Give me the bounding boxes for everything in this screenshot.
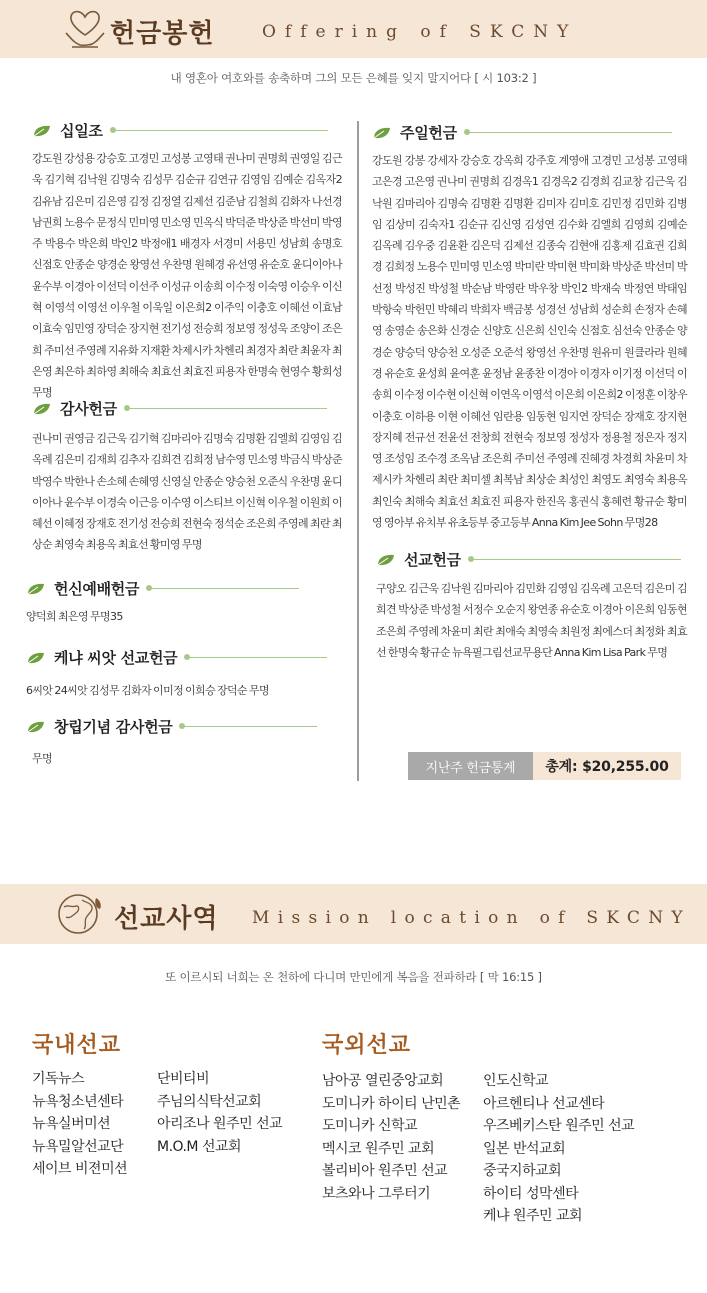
category-rule [467, 132, 672, 134]
list-item: 볼리비아 원주민 선교 [322, 1163, 448, 1179]
leaf-icon [32, 402, 52, 416]
foreign-heading: 국외선교 [322, 1033, 412, 1058]
list-item: 뉴욕밀알선교단 [32, 1138, 124, 1155]
leaf-icon [26, 582, 46, 596]
offering-header [0, 0, 707, 58]
thanks-names: 권나미 권영금 김근욱 김기혁 김마리아 김명숙 김명환 김엘희 김영임 김옥례 김은미 김재희 김추자 김희견 김희정 남수영 민소영 박금식 박상준 박영수 박한나 손소혜 손혜영 신영실 안종순 양승천 오준식 우찬명 윤디이아나 윤수부 이경숙 이근응 이수영 이스티브 이신혁 이우철 이원희 이혜선 이혜정 장재호 전기성 전승희 전현숙 정석순 조은희 주영례 최란 최상순 최영숙 최용옥 최효선 황미영 무명 [32, 432, 342, 552]
category-label: 십일조 [60, 122, 103, 140]
leaf-icon [376, 553, 396, 567]
category-label: 선교헌금 [404, 551, 461, 569]
last-week-stats-label: 지난주 헌금통계 [408, 752, 533, 780]
list-item: 중국지하교회 [483, 1163, 562, 1179]
list-item: 도미니카 하이티 난민촌 [322, 1095, 461, 1112]
category-rule [471, 559, 681, 561]
list-item: 뉴욕실버미션 [32, 1116, 111, 1132]
category-label: 케냐 씨앗 선교헌금 [54, 649, 178, 667]
list-item: 아르헨티나 선교센타 [483, 1095, 605, 1112]
list-item: M.O.M 선교회 [157, 1138, 242, 1155]
mission-offering-names: 구양오 김근욱 김낙원 김마리아 김민화 김영임 김옥례 고은덕 김은미 김희견 박상준 박성철 서정수 오순지 왕연종 유순호 이경아 이은희 임동현 조은희 주영례 차윤미 최란 최애숙 최영숙 최원정 최에스더 최정화 최효선 한명숙 황규순 뉴욕필그림선교무용단 Anna Kim Lisa Park 무명 [376, 582, 687, 659]
mission-header [0, 884, 707, 944]
category-rule [187, 657, 327, 659]
category-rule [149, 588, 299, 590]
leaf-icon [26, 651, 46, 665]
mission-verse: 또 이르시되 너희는 온 천하에 다니며 만민에게 복음을 전파하라 [ 막 16:15 ] [165, 970, 542, 984]
list-item: 기독뉴스 [32, 1071, 85, 1087]
list-item: 뉴욕청소년센타 [32, 1093, 124, 1110]
list-item: 멕시코 원주민 교회 [322, 1140, 435, 1157]
offering-title: 헌금봉헌 [110, 19, 215, 49]
list-item: 우즈베키스탄 원주민 선교 [483, 1118, 635, 1134]
globe-leaf-icon [54, 890, 104, 938]
list-item: 하이티 성막센타 [483, 1185, 579, 1202]
category-label: 창립기념 감사헌금 [54, 718, 173, 736]
list-item: 도미니카 신학교 [322, 1118, 418, 1134]
category-sunday [372, 122, 672, 143]
list-item: 일본 반석교회 [483, 1140, 566, 1157]
category-rule [113, 130, 328, 132]
category-label: 주일헌금 [400, 124, 457, 142]
sunday-names: 강도원 강봉 강세자 강승호 강옥희 강주호 계영애 고경민 고성봉 고영태 고은경 고은영 권나미 권명희 김경옥1 김경옥2 김경희 김교창 김근욱 김낙원 김마리아 김명숙 김명환 김명환 김미자 김미호 김민정 김민화 김병임 김상미 김숙자1 김순규 김신영 김성연 김수화 김엘희 김영희 김예순 김옥례 김우중 김윤환 김은덕 김제선 김종숙 김현애 김홍제 김효권 김희경 김희정 노용수 민미영 민소영 박미란 박미현 박미화 박상준 박선미 박선정 박성진 박성철 박순남 박영란 박우창 박인2 박재숙 박정연 박태임 박항숙 박헌민 박혜리 박희자 백금봉 성경선 성남희 성순희 손정자 손혜영 송영순 송은화 신경순 신양호 신은희 신인숙 신점호 심선숙 안종순 양경순 양승덕 양승천 오성준 오준석 왕영선 우찬명 원유미 원클라라 원혜경 유순호 윤성희 윤여훈 윤정남 윤종찬 이경아 이경자 이기정 이선덕 이송희 이수정 이수현 이신혁 이연옥 이영석 이은희 이은희2 이정훈 이창우 이충호 이하용 이현 이혜선 임란용 임동현 임지연 장덕순 장재호 장지현 장지혜 전규선 전윤선 전창희 전현숙 정보영 정성자 정용철 정은자 정지영 조성임 조수경 조옥남 조은희 주미선 주영례 진혜경 차경희 차윤미 차제시카 차헨리 최란 최미셸 최복남 최상순 최성인 최영도 최영숙 최용옥 최인숙 최해숙 최효선 최효진 피용자 한진옥 홍권식 홍혜련 황규순 황미영 영아부 유치부 유초등부 중고등부 Anna Kim Jee Sohn 무명28 [372, 154, 687, 530]
mission-subtitle: Mission location of SKCNY [252, 908, 691, 928]
category-rule [127, 408, 327, 410]
column-divider [357, 121, 359, 781]
category-mission [376, 549, 681, 570]
category-rule [182, 726, 317, 728]
category-label: 감사헌금 [60, 400, 117, 418]
list-item: 아리조나 원주민 선교 [157, 1116, 283, 1132]
list-item: 인도신학교 [483, 1073, 549, 1089]
list-item: 세이브 비젼미션 [32, 1161, 128, 1177]
mission-title: 선교사역 [114, 904, 219, 934]
foreign-list-1 [322, 1070, 460, 1205]
leaf-icon [372, 126, 392, 140]
category-tithe [32, 120, 328, 141]
offering-total: 총계: $20,255.00 [533, 752, 681, 780]
domestic-list-2 [157, 1068, 282, 1158]
domestic-list-1 [32, 1068, 127, 1181]
kenya-names: 6씨앗 24씨앗 김성무 김화자 이미정 이희승 장덕순 무명 [26, 684, 270, 697]
offering-subtitle: Offering of SKCNY [262, 22, 578, 42]
domestic-heading: 국내선교 [32, 1033, 122, 1058]
category-thanks [32, 398, 327, 419]
list-item: 보츠와나 그루터기 [322, 1185, 431, 1202]
tithe-names: 강도원 강성용 강승호 고경민 고성봉 고영태 권나미 권명희 권영일 김근욱 김기혁 김낙원 김명숙 김성무 김순규 김연규 김영임 김예순 김옥자2 김유남 김은미 김은영 김정 김정열 김제선 김준남 김철희 김화자 나선경 남권희 노용수 문정식 민미영 민소영 민옥식 박덕준 박상준 박선미 박영주 박용수 박은희 박인2 박정애1 배경자 서경미 서용민 성남희 송명호 신점호 안종순 양경순 왕영선 우찬명 원혜경 유선영 유순호 윤디이아나 윤수부 이경아 이선덕 이선주 이성규 이송희 이수정 이숙영 이승우 이신혁 이영석 이영선 이우철 이욱일 이은희2 이주익 이충호 이혜선 이효남 이효숙 임민영 장덕순 장지현 전기성 전승희 정보영 정성욱 조양이 조은희 주미선 주영례 지유화 지재환 차제시카 차헨리 최경자 최란 최윤자 최은영 최은하 최하영 최해숙 최효선 최효진 피용자 한명숙 현영수 황희성 무명 [32, 152, 342, 400]
offering-verse: 내 영혼아 여호와를 송축하며 그의 모든 은혜를 잊지 말지어다 [ 시 103:2 ] [170, 71, 537, 85]
leaf-icon [26, 720, 46, 734]
anniversary-names: 무명 [32, 752, 53, 765]
foreign-list-2 [483, 1070, 634, 1228]
category-kenya [26, 647, 327, 668]
list-item: 주님의식탁선교회 [157, 1093, 262, 1110]
dedication-names: 양덕희 최은영 무명35 [26, 610, 123, 623]
list-item: 남아공 열린중앙교회 [322, 1073, 444, 1089]
list-item: 단비티비 [157, 1071, 210, 1087]
category-dedication [26, 578, 299, 599]
leaf-icon [32, 124, 52, 138]
list-item: 케냐 원주민 교회 [483, 1208, 583, 1224]
category-label: 헌신예배헌금 [54, 580, 140, 598]
category-anniversary [26, 716, 317, 737]
heart-hands-icon [64, 3, 106, 53]
